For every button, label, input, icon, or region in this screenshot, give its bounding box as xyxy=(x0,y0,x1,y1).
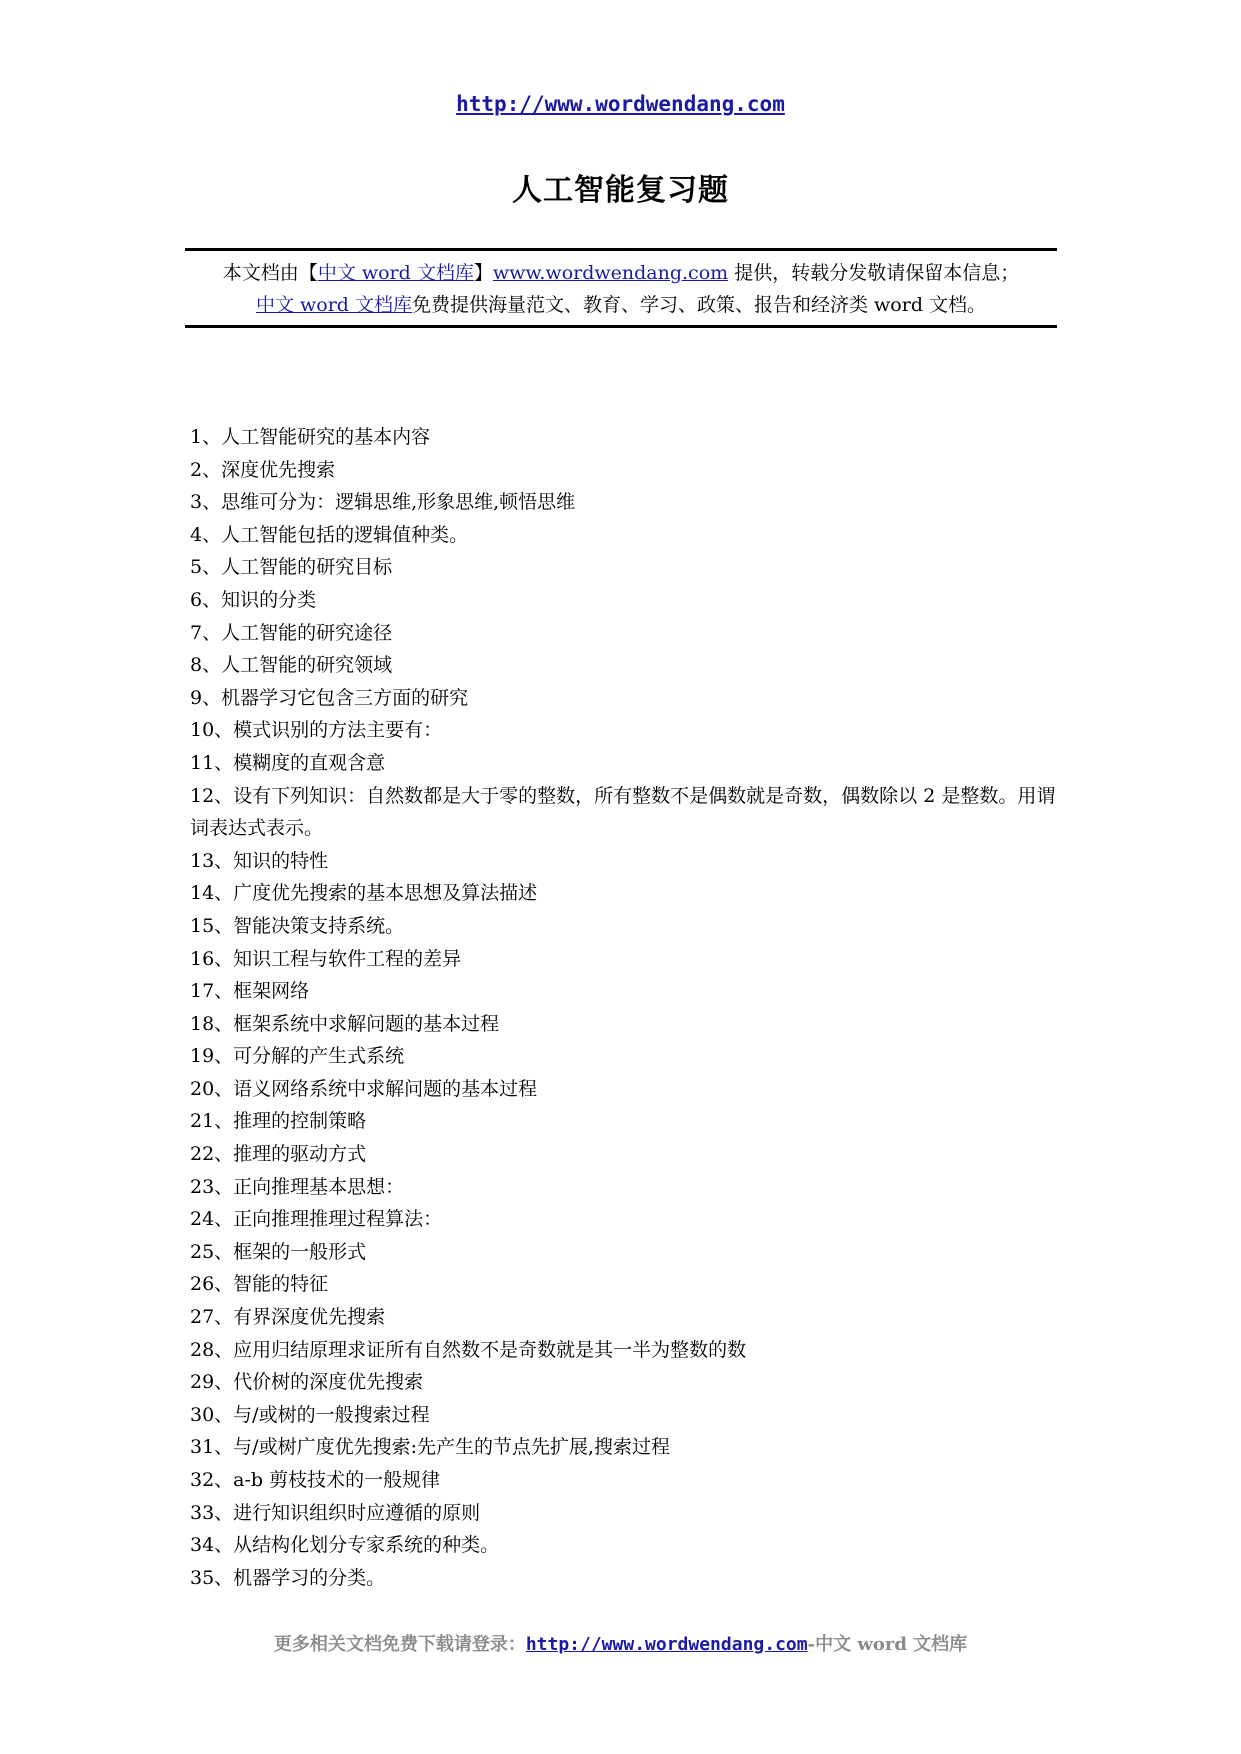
footer-suffix: -中文 word 文档库 xyxy=(807,1634,968,1655)
notice-box xyxy=(185,248,1057,328)
question-item: 29、代价树的深度优先搜索 xyxy=(190,1371,424,1394)
question-item: 30、与/或树的一般搜索过程 xyxy=(190,1403,430,1426)
question-item: 35、机器学习的分类。 xyxy=(190,1566,386,1589)
question-item: 11、模糊度的直观含意 xyxy=(190,751,386,774)
question-item: 20、语义网络系统中求解问题的基本过程 xyxy=(190,1077,538,1100)
question-item: 3、思维可分为：逻辑思维,形象思维,顿悟思维 xyxy=(190,491,576,514)
header-url-link[interactable]: http://www.wordwendang.com xyxy=(456,92,785,116)
question-item: 15、智能决策支持系统。 xyxy=(190,914,405,937)
question-item: 16、知识工程与软件工程的差异 xyxy=(190,947,462,970)
footer-prefix: 更多相关文档免费下载请登录： xyxy=(273,1634,526,1655)
notice-bracket: 】 xyxy=(473,262,493,284)
question-item: 28、应用归结原理求证所有自然数不是奇数就是其一半为整数的数 xyxy=(190,1338,747,1361)
question-item: 24、正向推理推理过程算法： xyxy=(190,1208,443,1231)
question-item: 13、知识的特性 xyxy=(190,849,329,872)
question-item: 10、模式识别的方法主要有： xyxy=(190,719,443,742)
question-item: 4、人工智能包括的逻辑值种类。 xyxy=(190,523,469,546)
question-item: 32、a-b 剪枝技术的一般规律 xyxy=(190,1469,441,1491)
question-item: 6、知识的分类 xyxy=(190,588,317,611)
site-url-link[interactable]: www.wordwendang.com xyxy=(492,262,729,284)
question-item: 21、推理的控制策略 xyxy=(190,1110,367,1133)
question-item: 1、人工智能研究的基本内容 xyxy=(190,426,431,448)
page-title: 人工智能复习题 xyxy=(512,173,729,208)
question-item: 12、设有下列知识：自然数都是大于零的整数，所有整数不是偶数就是奇数，偶数除以 2 是整数。用谓词表达式表示。 xyxy=(190,784,1056,840)
question-item: 14、广度优先搜索的基本思想及算法描述 xyxy=(190,882,538,905)
footer-url-link[interactable]: http://www.wordwendang.com xyxy=(525,1634,808,1655)
notice-suffix: 提供，转载分发敬请保留本信息； xyxy=(728,262,1020,284)
question-item: 31、与/或树广度优先搜索:先产生的节点先扩展,搜索过程 xyxy=(190,1436,671,1459)
question-item: 7、人工智能的研究途径 xyxy=(190,621,393,644)
question-item: 17、框架网络 xyxy=(190,980,310,1003)
question-item: 8、人工智能的研究领域 xyxy=(190,654,393,677)
question-item: 2、深度优先搜索 xyxy=(190,458,336,481)
library-name-link[interactable]: 中文 word 文档库 xyxy=(317,262,474,284)
question-item: 26、智能的特征 xyxy=(190,1273,329,1296)
notice-description: 免费提供海量范文、教育、学习、政策、报告和经济类 word 文档。 xyxy=(412,294,987,316)
question-item: 9、机器学习它包含三方面的研究 xyxy=(190,686,469,709)
question-item: 22、推理的驱动方式 xyxy=(190,1143,367,1166)
footer xyxy=(0,1630,1241,1656)
question-item: 33、进行知识组织时应遵循的原则 xyxy=(190,1501,481,1524)
notice-line-2 xyxy=(185,289,1057,321)
question-list xyxy=(190,421,1058,1594)
notice-line-1 xyxy=(185,257,1057,289)
question-item: 19、可分解的产生式系统 xyxy=(190,1045,405,1068)
question-item: 27、有界深度优先搜索 xyxy=(190,1306,386,1329)
library-name-link-2[interactable]: 中文 word 文档库 xyxy=(255,294,412,316)
question-item: 18、框架系统中求解问题的基本过程 xyxy=(190,1012,500,1035)
question-item: 34、从结构化划分专家系统的种类。 xyxy=(190,1534,500,1557)
question-item: 25、框架的一般形式 xyxy=(190,1240,367,1263)
question-item: 5、人工智能的研究目标 xyxy=(190,556,393,579)
question-item: 23、正向推理基本思想： xyxy=(190,1175,405,1198)
notice-prefix: 本文档由【 xyxy=(222,262,318,284)
